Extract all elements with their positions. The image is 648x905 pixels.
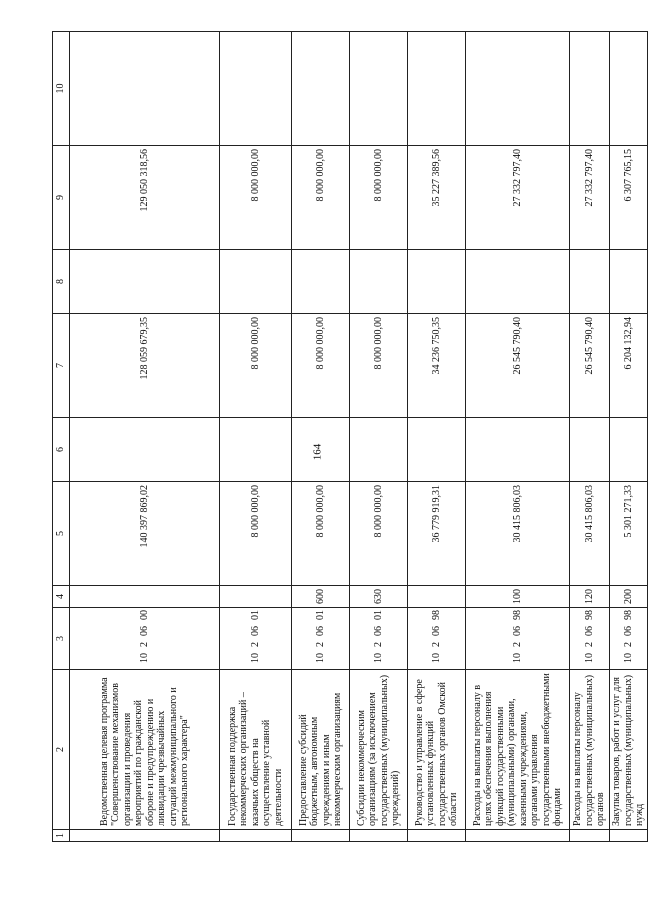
- table-row: [220, 32, 292, 842]
- row-index-cell: [610, 830, 648, 842]
- row-value-col5: 8 000 000,00: [350, 482, 408, 586]
- col-header-4: 4: [53, 586, 70, 608]
- row-expense-type: 600: [292, 586, 350, 608]
- row-value-col7: 8 000 000,00: [350, 314, 408, 418]
- row-expense-type: 100: [466, 586, 570, 608]
- row-index-cell: [466, 830, 570, 842]
- row-name: Расходы на выплаты персоналу в целях обеспечения выполнения функций государственными (муниципальными) органами, казенными учреждениями, органами управления государственными внебюджетными фондами: [466, 670, 570, 830]
- row-value-col5: 140 397 869,02: [70, 482, 220, 586]
- row-name: Расходы на выплаты персоналу государственных (муниципальных) органов: [570, 670, 610, 830]
- row-name: Закупка товаров, работ и услуг для государственных (муниципальных) нужд: [610, 670, 648, 830]
- row-expense-type: [408, 586, 466, 608]
- row-value-col5: 30 415 806,03: [466, 482, 570, 586]
- row-value-col8: [350, 250, 408, 314]
- row-value-col7: 26 545 790,40: [570, 314, 610, 418]
- row-code: 1020698: [466, 608, 570, 670]
- row-value-col6: [70, 418, 220, 482]
- row-value-col6: [350, 418, 408, 482]
- row-value-col8: [220, 250, 292, 314]
- row-index-cell: [408, 830, 466, 842]
- col-header-5: 5: [53, 482, 70, 586]
- row-expense-type: 200: [610, 586, 648, 608]
- row-code: 1020698: [570, 608, 610, 670]
- row-value-col9: 35 227 389,56: [408, 146, 466, 250]
- col-header-10: 10: [53, 32, 70, 146]
- row-value-col7: 34 236 750,35: [408, 314, 466, 418]
- row-index-cell: [350, 830, 408, 842]
- row-value-col9: 8 000 000,00: [350, 146, 408, 250]
- row-expense-type: 120: [570, 586, 610, 608]
- row-value-col9: 27 332 797,40: [570, 146, 610, 250]
- row-name: Государственная поддержка некоммерческих организаций – казачьих обществ на осуществление уставной деятельности: [220, 670, 292, 830]
- table-row: [570, 32, 610, 842]
- row-code: 1020698: [610, 608, 648, 670]
- table-row: [292, 32, 350, 842]
- row-value-col7: 128 059 679,35: [70, 314, 220, 418]
- row-value-col10: [350, 32, 408, 146]
- col-header-7: 7: [53, 314, 70, 418]
- row-value-col10: [466, 32, 570, 146]
- col-header-8: 8: [53, 250, 70, 314]
- row-value-col6: [610, 418, 648, 482]
- row-value-col10: [408, 32, 466, 146]
- row-value-col10: [610, 32, 648, 146]
- page-number: 164: [311, 443, 324, 461]
- row-value-col5: 5 301 271,33: [610, 482, 648, 586]
- row-value-col7: 26 545 790,40: [466, 314, 570, 418]
- row-value-col8: [610, 250, 648, 314]
- row-name: Ведомственная целевая программа "Совершенствование механизмов организации и проведения мероприятий по гражданской обороне и предупреждению и ликвидации чрезвычайных ситуаций межмуниципального и регионального характера": [70, 670, 220, 830]
- row-value-col9: 27 332 797,40: [466, 146, 570, 250]
- row-index-cell: [70, 830, 220, 842]
- row-index-cell: [292, 830, 350, 842]
- row-value-col6: [466, 418, 570, 482]
- row-index-cell: [570, 830, 610, 842]
- row-value-col8: [466, 250, 570, 314]
- table-row: [350, 32, 408, 842]
- row-name: Субсидии некоммерческим организациям (за исключением государственных (муниципальных) учреждений): [350, 670, 408, 830]
- row-expense-type: [220, 586, 292, 608]
- row-value-col10: [70, 32, 220, 146]
- row-value-col9: 8 000 000,00: [292, 146, 350, 250]
- row-value-col8: [70, 250, 220, 314]
- table-row: [466, 32, 570, 842]
- table-row: [70, 32, 220, 842]
- col-header-9: 9: [53, 146, 70, 250]
- row-value-col6: [570, 418, 610, 482]
- row-value-col10: [220, 32, 292, 146]
- row-value-col6: [292, 418, 350, 482]
- col-header-1: 1: [53, 830, 70, 842]
- row-code: 1020698: [408, 608, 466, 670]
- row-value-col7: 8 000 000,00: [292, 314, 350, 418]
- col-header-6: 6: [53, 418, 70, 482]
- col-header-3: 3: [53, 608, 70, 670]
- row-value-col7: 8 000 000,00: [220, 314, 292, 418]
- row-code: 1020601: [292, 608, 350, 670]
- row-value-col5: 8 000 000,00: [292, 482, 350, 586]
- row-code: 1020601: [220, 608, 292, 670]
- row-code: 1020600: [70, 608, 220, 670]
- row-value-col8: [570, 250, 610, 314]
- row-value-col9: 129 050 318,56: [70, 146, 220, 250]
- row-name: Предоставление субсидий бюджетным, автономным учреждениям и иным некоммерческим организациям: [292, 670, 350, 830]
- row-value-col10: [292, 32, 350, 146]
- col-header-2: 2: [53, 670, 70, 830]
- row-value-col9: 6 307 765,15: [610, 146, 648, 250]
- table-row: [408, 32, 466, 842]
- row-value-col6: [220, 418, 292, 482]
- row-expense-type: 630: [350, 586, 408, 608]
- rotated-table-wrapper: [52, 32, 645, 842]
- budget-table: [52, 31, 648, 842]
- table-row: [610, 32, 648, 842]
- row-name: Руководство и управление в сфере установленных функций государственных органов Омской области: [408, 670, 466, 830]
- row-value-col7: 6 204 132,94: [610, 314, 648, 418]
- row-value-col5: 8 000 000,00: [220, 482, 292, 586]
- row-value-col8: [408, 250, 466, 314]
- row-value-col10: [570, 32, 610, 146]
- row-value-col9: 8 000 000,00: [220, 146, 292, 250]
- row-value-col6: [408, 418, 466, 482]
- row-code: 1020601: [350, 608, 408, 670]
- row-value-col8: [292, 250, 350, 314]
- header-row: [53, 32, 70, 842]
- row-expense-type: [70, 586, 220, 608]
- row-value-col5: 30 415 806,03: [570, 482, 610, 586]
- row-index-cell: [220, 830, 292, 842]
- row-value-col5: 36 779 919,31: [408, 482, 466, 586]
